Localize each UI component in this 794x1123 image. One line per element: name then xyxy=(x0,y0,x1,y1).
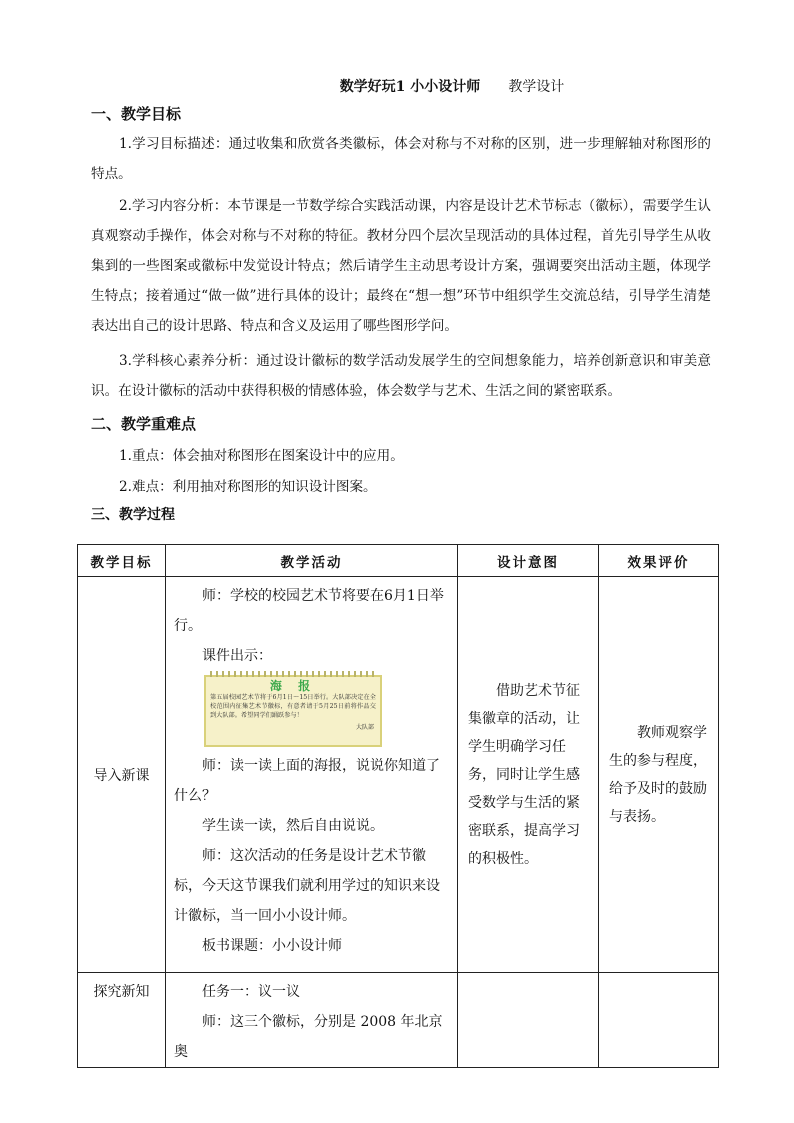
row-goal: 导入新课 xyxy=(78,577,166,973)
activity-line: 课件出示： xyxy=(202,648,272,664)
poster-image xyxy=(204,675,382,747)
poster-title: 海 报 xyxy=(269,679,317,693)
paragraph-text: 1.重点：体会抽对称图形在图案设计中的应用。 xyxy=(119,448,404,464)
poster-binding xyxy=(210,671,376,677)
document-title xyxy=(0,76,794,96)
activity-line: 学生读一读，然后自由说说。 xyxy=(202,818,384,834)
paragraph-text: 2.难点：利用抽对称图形的知识设计图案。 xyxy=(119,479,377,495)
table-header-row xyxy=(78,545,719,577)
header-evaluation: 效果评价 xyxy=(599,545,719,577)
evaluation-text: 教师观察学生的参与程度，给予及时的鼓励与表扬。 xyxy=(609,724,707,825)
paragraph-goal-description xyxy=(91,129,711,189)
section-heading-keypoints: 二、教学重难点 xyxy=(91,415,197,433)
paragraph-core-literacy xyxy=(91,346,711,406)
poster-signature: 大队部 xyxy=(355,724,374,731)
poster-body: 第五届校园艺术节将于6月1日～15日举行。大队部决定在全校范围内征集艺术节徽标，有意者请于5月25日前将作品交到大队部。希望同学们踊跃参与！ xyxy=(210,694,376,719)
row-activity xyxy=(166,973,458,1068)
activity-line: 板书课题：小小设计师 xyxy=(202,938,342,954)
table-row xyxy=(78,577,719,973)
header-activity: 教学活动 xyxy=(166,545,458,577)
activity-line: 师：这三个徽标，分别是 2008 年北京奥 xyxy=(174,1014,443,1060)
activity-line: 师：这次活动的任务是设计艺术节徽标，今天这节课我们就利用学过的知识来设计徽标，当一回小小设计师。 xyxy=(174,848,440,924)
paragraph-text: 1.学习目标描述：通过收集和欣赏各类徽标，体会对称与不对称的区别，进一步理解轴对称图形的特点。 xyxy=(91,136,711,182)
row-evaluation xyxy=(599,973,719,1068)
paragraph-text: 3.学科核心素养分析：通过设计徽标的数学活动发展学生的空间想象能力，培养创新意识和审美意识。在设计徽标的活动中获得积极的情感体验，体会数学与艺术、生活之间的紧密联系。 xyxy=(91,353,711,399)
title-main: 数学好玩1 小小设计师 xyxy=(339,79,481,95)
row-activity xyxy=(166,577,458,973)
paragraph-content-analysis xyxy=(91,191,711,341)
header-goal: 教学目标 xyxy=(78,545,166,577)
activity-line: 师：读一读上面的海报，说说你知道了什么？ xyxy=(174,758,440,804)
section-heading-goals: 一、教学目标 xyxy=(91,105,182,123)
activity-line: 任务一：议一议 xyxy=(202,984,300,1000)
activity-line: 师：学校的校园艺术节将要在6月1日举行。 xyxy=(174,588,444,634)
header-intent: 设计意图 xyxy=(458,545,599,577)
table-row xyxy=(78,973,719,1068)
title-sub: 教学设计 xyxy=(508,79,565,95)
paragraph-text: 2.学习内容分析：本节课是一节数学综合实践活动课，内容是设计艺术节标志（徽标），需要学生认真观察动手操作，体会对称与不对称的特征。教材分四个层次呈现活动的具体过程，首先引导学生从收集到的一些图案或徽标中发觉设计特点；然后请学生主动思考设计方案，强调要突出活动主题，体现学生特点；接着通过“做一做”进行具体的设计；最终在“想一想”环节中组织学生交流总结，引导学生清楚表达出自己的设计思路、特点和含义及运用了哪些图形学问。 xyxy=(91,198,711,334)
section-heading-process: 三、教学过程 xyxy=(91,507,175,523)
row-evaluation xyxy=(599,577,719,973)
row-goal: 探究新知 xyxy=(78,973,166,1068)
paragraph-key-point xyxy=(91,441,711,471)
lesson-table xyxy=(77,544,719,1068)
paragraph-difficulty xyxy=(91,472,711,502)
row-intent xyxy=(458,577,599,973)
row-intent xyxy=(458,973,599,1068)
intent-text: 借助艺术节征集徽章的活动，让学生明确学习任务，同时让学生感受数学与生活的紧密联系，提高学习的积极性。 xyxy=(468,682,580,867)
